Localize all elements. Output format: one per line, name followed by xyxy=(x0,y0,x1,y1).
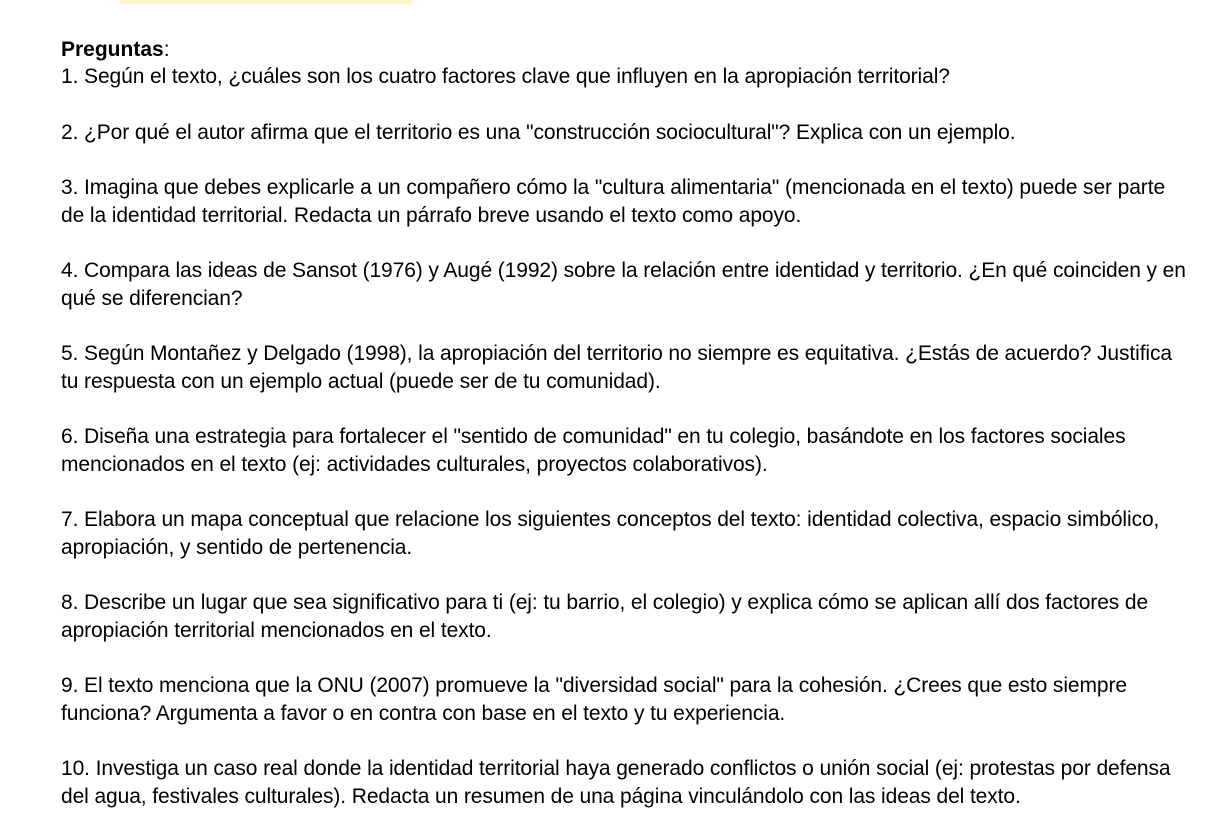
question-8: 8. Describe un lugar que sea significativo para ti (ej: tu barrio, el colegio) y explica cómo se aplican allí dos factores de apropiación territorial mencionados en el texto. xyxy=(61,591,1149,642)
question-4: 4. Compara las ideas de Sansot (1976) y Augé (1992) sobre la relación entre identidad y territorio. ¿En qué coinciden y en qué se diferencian? xyxy=(61,259,1186,310)
questions-heading xyxy=(61,36,1191,63)
question-3: 3. Imagina que debes explicarle a un compañero cómo la "cultura alimentaria" (mencionada en el texto) puede ser parte de la identidad territorial. Redacta un párrafo breve usando el texto como apoyo. xyxy=(61,176,1166,227)
questions-heading-colon: : xyxy=(163,38,170,61)
question-5: 5. Según Montañez y Delgado (1998), la apropiación del territorio no siempre es equitativa. ¿Estás de acuerdo? Justifica tu respuesta con un ejemplo actual (puede ser de tu comunidad). xyxy=(61,342,1172,393)
question-1: 1. Según el texto, ¿cuáles son los cuatro factores clave que influyen en la apropiación territorial? xyxy=(61,65,950,88)
document-page xyxy=(61,36,1191,810)
top-highlight-strip xyxy=(120,0,412,4)
question-7: 7. Elabora un mapa conceptual que relacione los siguientes conceptos del texto: identidad colectiva, espacio simbólico, apropiación, y sentido de pertenencia. xyxy=(61,508,1160,559)
question-2: 2. ¿Por qué el autor afirma que el territorio es una "construcción sociocultural"? Explica con un ejemplo. xyxy=(61,120,1016,144)
questions-heading-label: Preguntas xyxy=(61,38,164,61)
question-9: 9. El texto menciona que la ONU (2007) promueve la "diversidad social" para la cohesión. ¿Crees que esto siempre funciona? Argumenta a favor o en contra con base en el texto y tu experiencia. xyxy=(61,674,1127,725)
question-6: 6. Diseña una estrategia para fortalecer el "sentido de comunidad" en tu colegio, basándote en los factores sociales mencionados en el texto (ej: actividades culturales, proyectos colaborativos). xyxy=(61,425,1126,476)
question-10: 10. Investiga un caso real donde la identidad territorial haya generado conflictos o unión social (ej: protestas por defensa del agua, festivales culturales). Redacta un resumen de una página vinculándolo con las ideas del texto. xyxy=(61,757,1171,808)
questions-list xyxy=(61,63,1191,810)
